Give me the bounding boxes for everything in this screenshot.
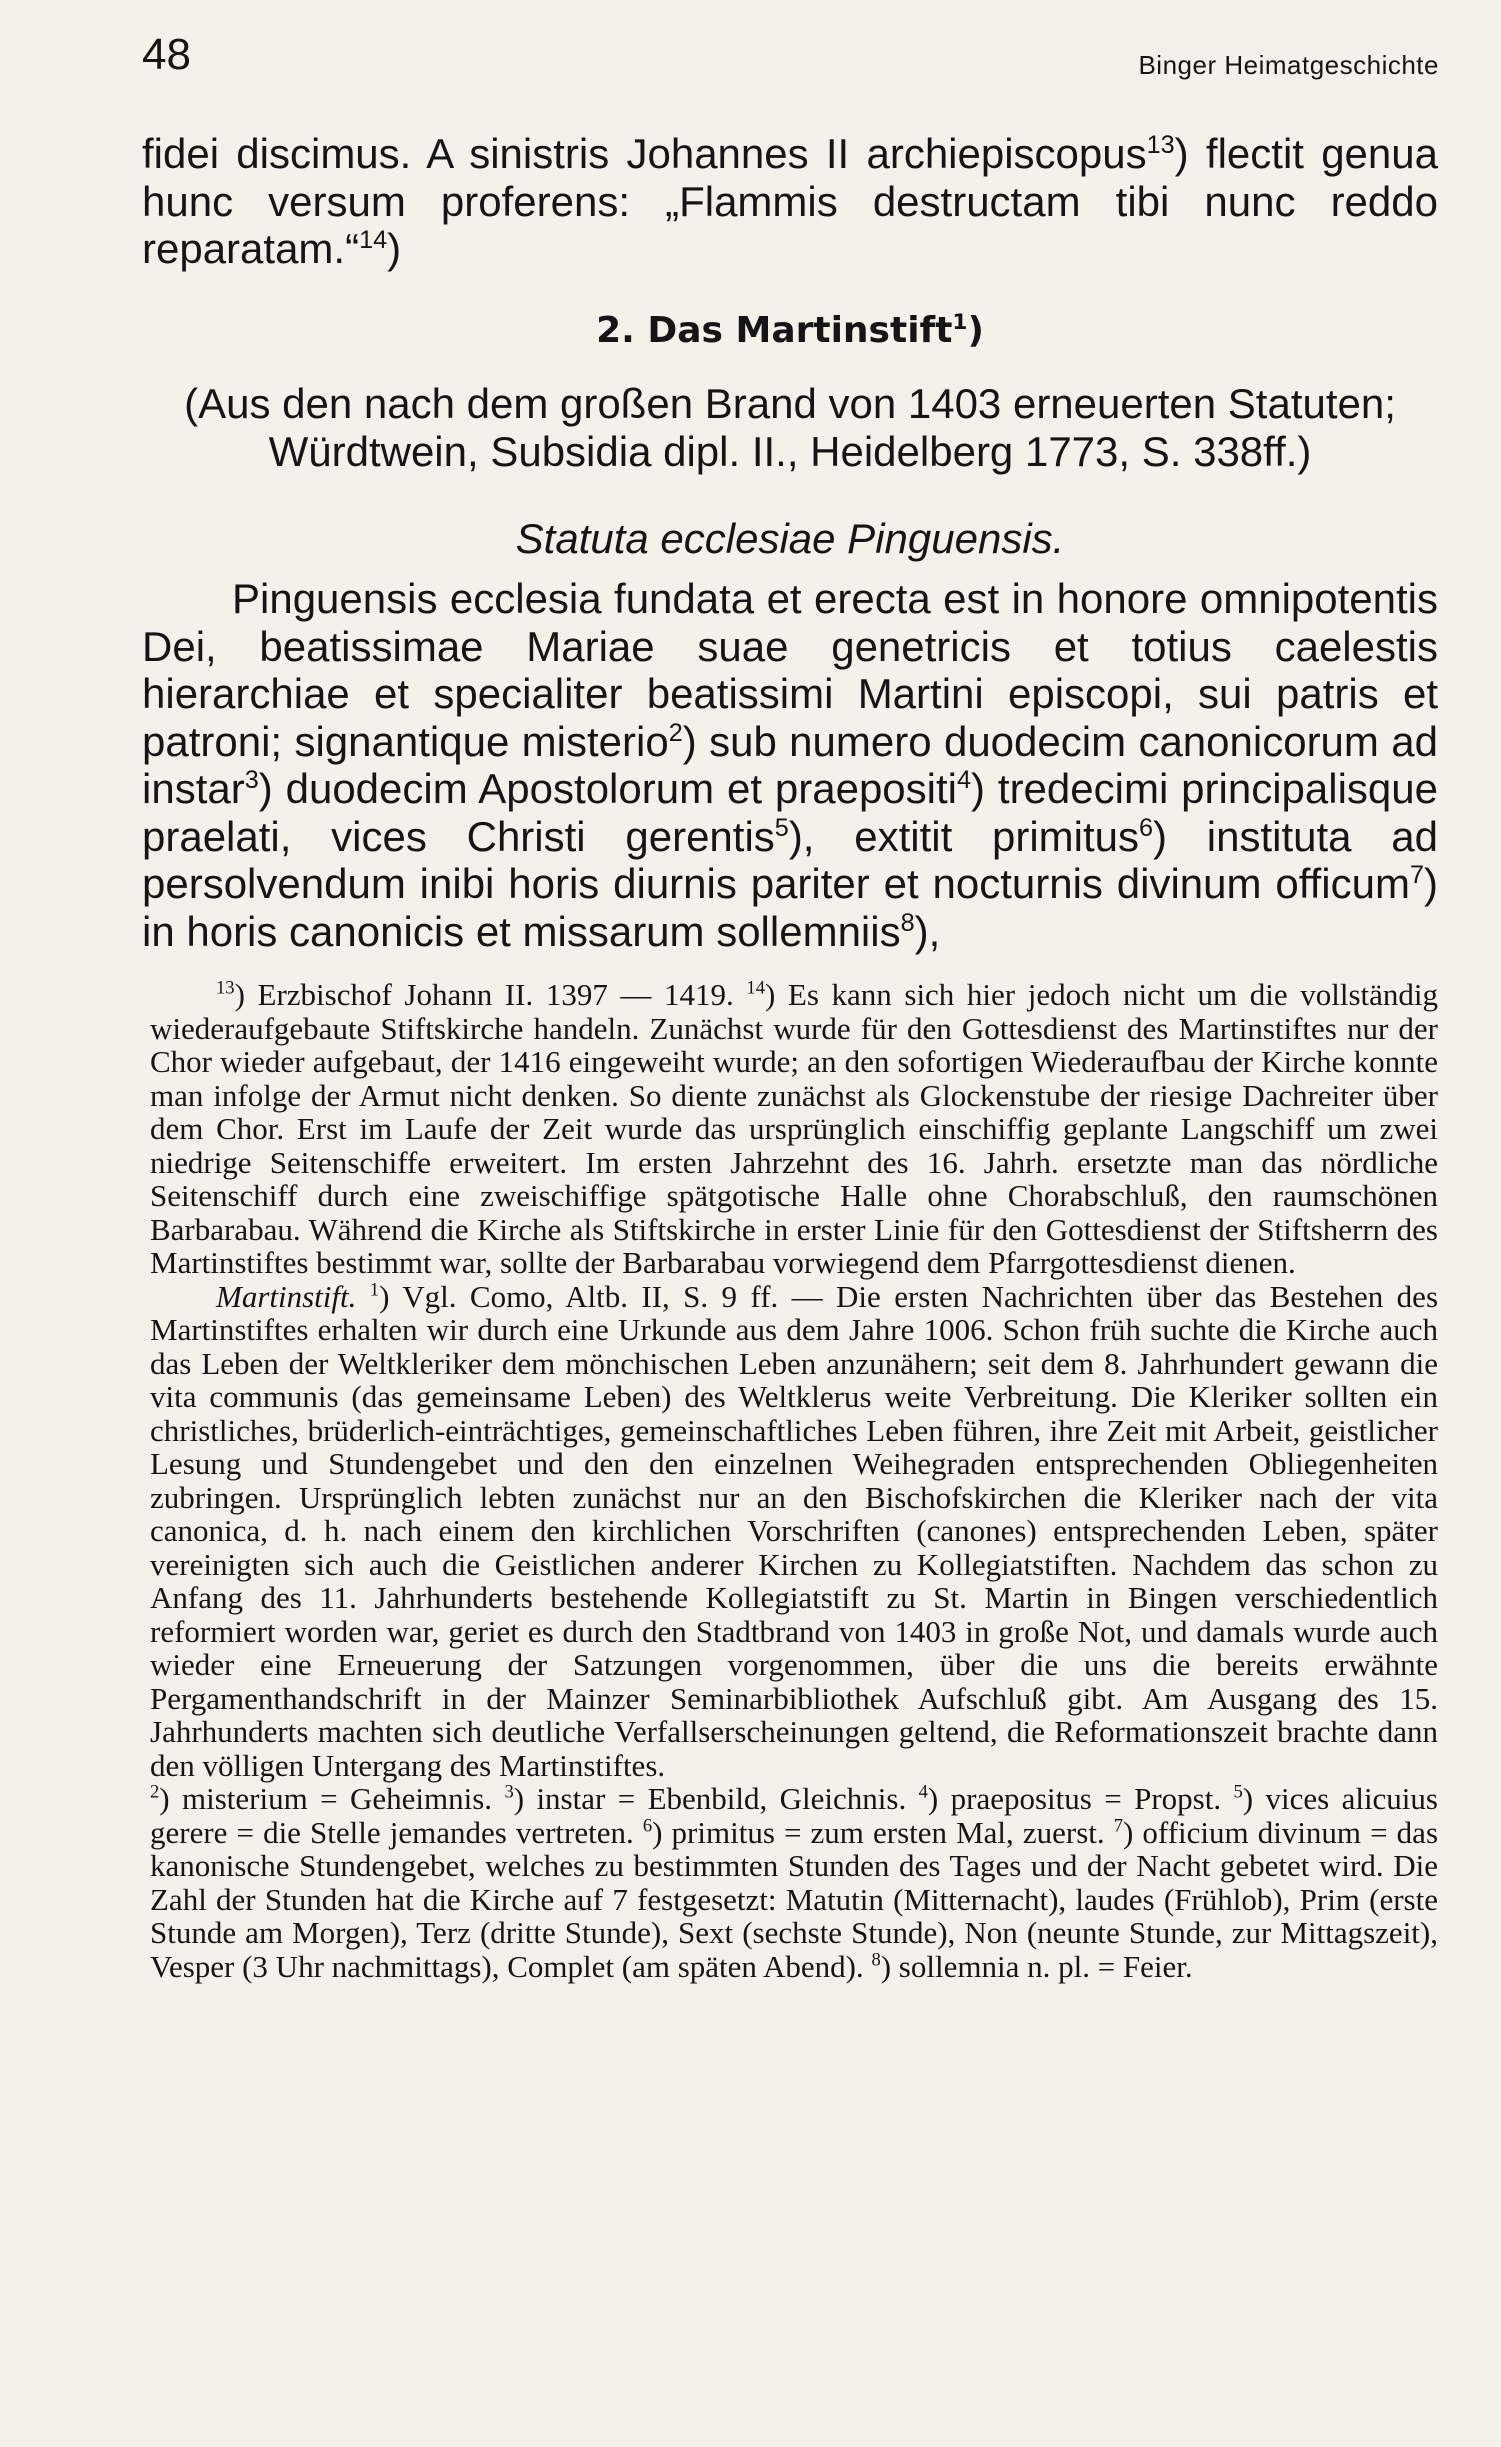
footnote-ref-3[interactable]: 3 <box>244 766 259 794</box>
running-title: Binger Heimatgeschichte <box>1138 50 1439 80</box>
section-heading: 2. Das Martinstift$^1$) <box>596 310 984 351</box>
footnote-ref-8[interactable]: 8 <box>900 908 915 937</box>
footnote-ref-6[interactable]: 6 <box>1139 813 1154 842</box>
source-citation <box>142 380 1438 475</box>
footnote-ref-13[interactable]: 13 <box>1146 131 1175 159</box>
source-line-2: Würdtwein, Subsidia dipl. II., Heidelberg 1773, S. 338ff.) <box>268 427 1312 475</box>
footnote-ref-14[interactable]: 14 <box>359 226 388 254</box>
footnote-13-14: $^{13}$) Erzbischof Johann II. 1397 — 1419. $^{14}$) Es kann sich hier jedoch nicht um die vollständig wiederaufgebaute Stiftskirche handeln. Zunächst wurde für den Gottesdienst des Martinstiftes nur der Chor wieder aufgebaut, der 1416 eingeweiht wurde; an den sofortigen Wiederaufbau der Kirche konnte man infolge der Armut nicht denken. So diente zunächst als Glockenstube der riesige Dachreiter über dem Chor. Erst im Laufe der Zeit wurde das ursprünglich einschiffig geplante Langschiff um zwei niedrige Seitenschiffe erweitert. Im ersten Jahrzehnt des 16. Jahrh. ersetzte man das nördliche Seitenschiff durch eine zweischiffige spätgotische Halle ohne Chorabschluß, den raumschönen Barbarabau. Während die Kirche als Stiftskirche in erster Linie für den Gottesdienst der Stiftsherrn des Martinstiftes bestimmt war, sollte der Barbarabau vorwiegend dem Pfarrgottesdienst dienen. <box>150 977 1438 1280</box>
source-line-1: (Aus den nach dem großen Brand von 1403 erneuerten Statuten; <box>184 380 1396 427</box>
footnote-ref-4[interactable]: 4 <box>957 766 972 794</box>
footnotes <box>150 978 1438 1983</box>
footnote-2-8: $^2$) misterium = Geheimnis. $^3$) instar = Ebenbild, Gleichnis. $^4$) praepositus = Propst. $^5$) vices alicuius gerere = die Stelle jemandes vertreten. $^6$) primitus = zum ersten Mal, zuerst. $^7$) officium divinum = das kanonische Stundengebet, welches zu bestimmten Stunden des Tages und der Nacht gebetet wird. Die Zahl der Stunden hat die Kirche auf 7 festgesetzt: Matutin (Mitternacht), laudes (Frühlob), Prim (erste Stunde am Morgen), Terz (dritte Stunde), Sext (sechste Stunde), Non (neunte Stunde, zur Mittagszeit), Vesper (3 Uhr nachmittags), Complet (am späten Abend). $^8$) sollemnia n. pl. = Feier. <box>150 1781 1439 1984</box>
intro-paragraph: fidei discimus. A sinistris Johannes II archiepiscopus$^{13}$) flectit genua hunc versum proferens: „Flammis destructam tibi nunc reddo reparatam.“$^{14}$) <box>142 130 1438 272</box>
footnote-martinstift-1: Martinstift. $^1$) Vgl. Como, Altb. II, S. 9 ff. — Die ersten Nachrichten über das Bestehen des Martinstiftes erhalten wir durch eine Urkunde aus dem Jahre 1006. Schon früh suchte die Kirche auch das Leben der Weltkleriker dem mönchischen Leben anzunähern; seit dem 8. Jahrhundert gewann die vita communis (das gemeinsame Leben) des Weltklerus weite Verbreitung. Die Kleriker sollten ein christliches, brüderlich-einträchtiges, gemeinschaftliches Leben führen, ihre Zeit mit Arbeit, geistlicher Lesung und Stundengebet und den den einzelnen Weihegraden entsprechenden Obliegenheiten zubringen. Ursprünglich lebten zunächst nur an den Bischofskirchen die Kleriker nach der vita canonica, d. h. nach einem den kirchlichen Vorschriften (canones) entsprechenden Leben, später vereinigten sich auch die Geistlichen anderer Kirchen zu Kollegiatstiften. Nachdem das schon zu Anfang des 11. Jahrhunderts bestehende Kollegiatstift zu St. Martin in Bingen verschiedentlich reformiert worden war, geriet es durch den Stadtbrand von 1403 in große Not, und damals wurde auch wieder eine Erneuerung der Satzungen vorgenommen, über die uns die bereits erwähnte Pergamenthandschrift in der Mainzer Seminarbibliothek Aufschluß gibt. Am Ausgang des 15. Jahrhunderts machten sich deutliche Verfallserscheinungen geltend, die Reformationszeit brachte dann den völligen Untergang des Martinstiftes. <box>150 1278 1439 1783</box>
footnote-ref-2[interactable]: 2 <box>668 718 683 747</box>
statute-text: Pinguensis ecclesia fundata et erecta est in honore omnipotentis Dei, beatissimae Mariae suae genetricis et totius caelestis hierarchiae et specialiter beatissimi Martini episcopi, sui patris et patroni; signantique misterio$^2$) sub numero duodecim canonicorum ad instar$^3$) duodecim Apostolorum et praepositi$^4$) tredecimi principalisque praelati, vices Christi gerentis$^5$), extitit primitus$^6$) instituta ad persolvendum inibi horis diurnis pariter et nocturnis divinum officum$^7$) in horis canonicis et missarum sollemniis$^8$), <box>142 575 1438 955</box>
footnote-ref-5[interactable]: 5 <box>774 813 789 842</box>
footnote-ref-1[interactable]: 1 <box>952 310 968 335</box>
footnote-ref-7[interactable]: 7 <box>1409 861 1424 889</box>
statuta-title: Statuta ecclesiae Pinguensis. <box>515 515 1065 562</box>
page-number: 48 <box>142 30 191 79</box>
